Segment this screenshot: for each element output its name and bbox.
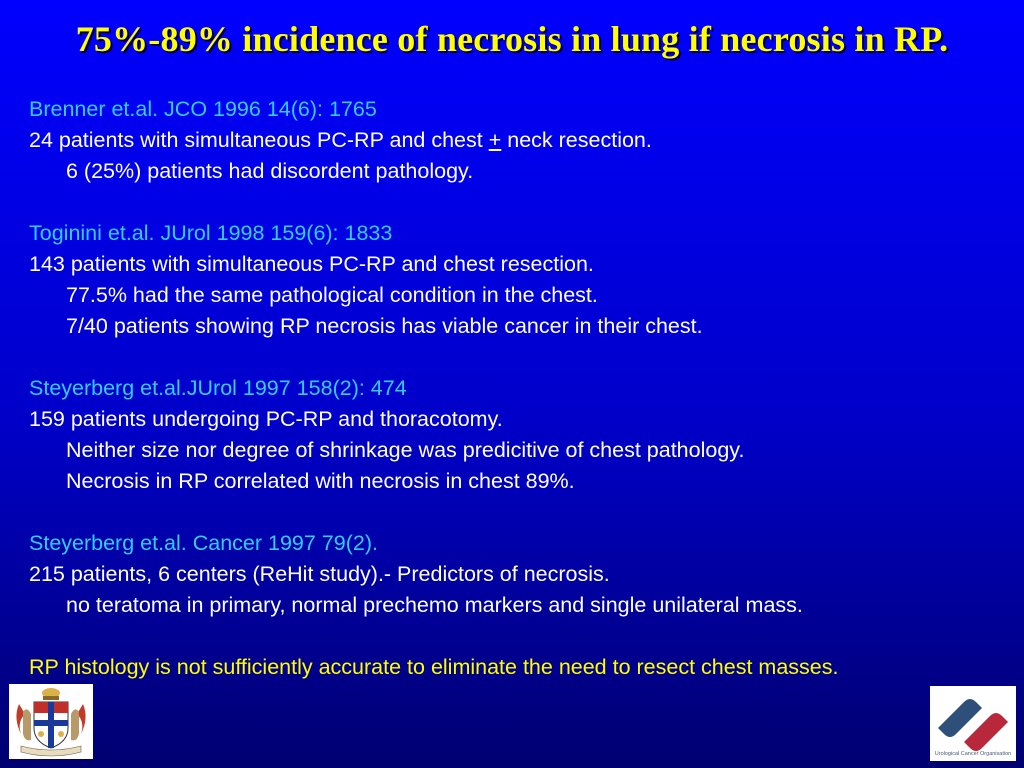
slide-body: [29, 94, 1009, 683]
urological-cancer-organisation-logo: [930, 686, 1016, 761]
study-3-summary: 159 patients undergoing PC-RP and thoracotomy.: [29, 407, 503, 431]
logo-caption: Urological Cancer Organisation: [934, 751, 1012, 757]
conclusion-text: RP histology is not sufficiently accurate to eliminate the need to resect chest masses.: [29, 655, 839, 679]
study-1-citation: Brenner et.al. JCO 1996 14(6): 1765: [29, 97, 377, 121]
study-1-detail: 6 (25%) patients had discordent pathology.: [66, 159, 474, 183]
study-3-citation: Steyerberg et.al.JUrol 1997 158(2): 474: [29, 376, 407, 400]
study-3-detail: Necrosis in RP correlated with necrosis in chest 89%.: [66, 469, 575, 493]
slide-title: 75%-89% incidence of necrosis in lung if necrosis in RP.: [75, 19, 949, 59]
coat-of-arms-logo: [9, 684, 93, 759]
study-2-detail: 7/40 patients showing RP necrosis has viable cancer in their chest.: [66, 314, 703, 338]
coat-of-arms-icon: [9, 684, 93, 759]
organisation-emblem-icon: [930, 686, 1016, 761]
study-2-summary: 143 patients with simultaneous PC-RP and chest resection.: [29, 252, 594, 276]
study-4-summary: 215 patients, 6 centers (ReHit study).- Predictors of necrosis.: [29, 562, 610, 586]
study-2-citation: Toginini et.al. JUrol 1998 159(6): 1833: [29, 221, 393, 245]
study-4-citation: Steyerberg et.al. Cancer 1997 79(2).: [29, 531, 378, 555]
study-2-detail: 77.5% had the same pathological condition in the chest.: [66, 283, 598, 307]
plus-minus-symbol: +: [488, 128, 502, 152]
study-1-summary: 24 patients with simultaneous PC-RP and chest + neck resection.: [29, 128, 652, 152]
study-4-detail: no teratoma in primary, normal prechemo markers and single unilateral mass.: [66, 593, 803, 617]
study-3-detail: Neither size nor degree of shrinkage was predicitive of chest pathology.: [66, 438, 745, 462]
